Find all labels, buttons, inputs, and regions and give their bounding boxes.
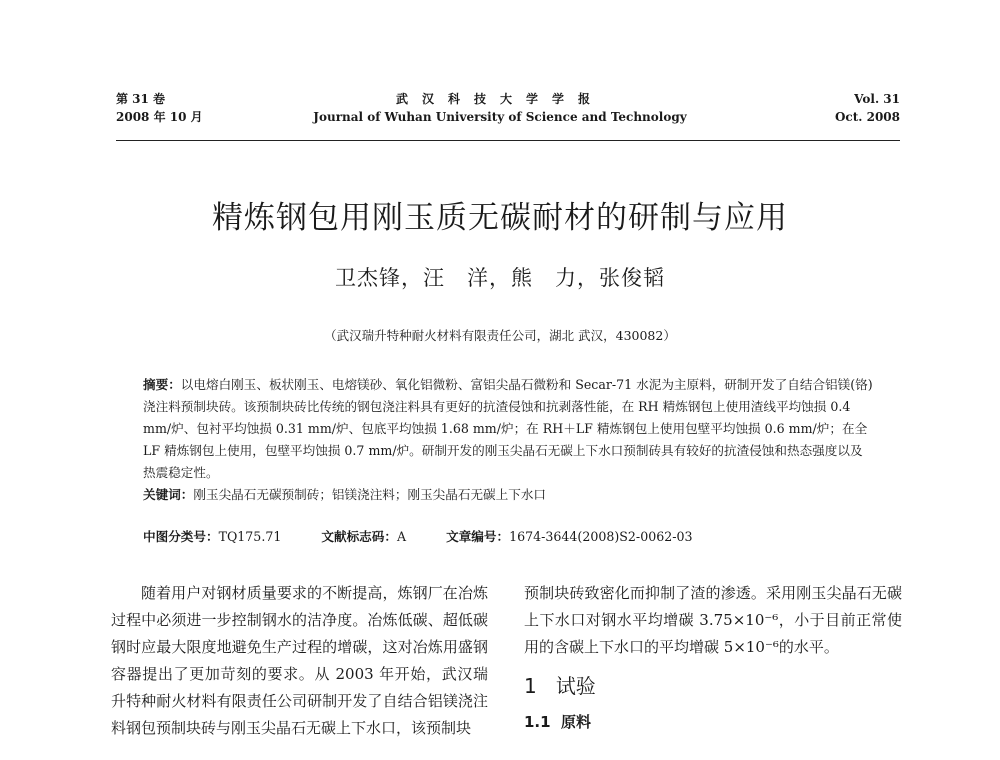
doc-code-label: 文献标志码：	[321, 529, 397, 544]
abstract-block	[143, 374, 873, 506]
paper-authors: 卫杰锋，汪 洋，熊 力，张俊韬	[335, 266, 665, 290]
section-title: 试验	[555, 674, 596, 698]
journal-name-english: Journal of Wuhan University of Science and Technology	[313, 110, 687, 124]
volume-en-label: Vol. 31	[854, 92, 900, 106]
subsection-heading	[524, 709, 902, 736]
abstract	[143, 374, 873, 484]
clc-value: TQ175.71	[218, 529, 282, 544]
section-heading	[524, 671, 902, 701]
subsection-number: 1.1	[524, 713, 551, 731]
clc-label: 中图分类号：	[143, 529, 219, 544]
keywords	[143, 484, 873, 506]
body-left-column	[111, 580, 488, 742]
keywords-text: 刚玉尖晶石无碳预制砖；铝镁浇注料；刚玉尖晶石无碳上下水口	[193, 487, 546, 502]
intro-paragraph-continued: 预制块砖致密化而抑制了渣的渗透。采用刚玉尖晶石无碳上下水口对钢水平均增碳 3.75×10⁻⁶，小于目前正常使用的含碳上下水口的平均增碳 5×10⁻⁶的水平。	[524, 584, 902, 656]
date-en-label: Oct. 2008	[834, 110, 900, 124]
classification-line	[143, 528, 873, 546]
header-divider	[116, 140, 900, 141]
subsection-title: 原料	[561, 713, 592, 731]
journal-name-chinese: 武汉科技大学学报	[395, 92, 604, 106]
keywords-label: 关键词：	[143, 487, 194, 502]
abstract-text: 以电熔白刚玉、板状刚玉、电熔镁砂、氧化铝微粉、富铝尖晶石微粉和 Secar-71 水泥为主原料，研制开发了自结合铝镁(铬)浇注料预制块砖。该预制块砖比传统的钢包浇注料具有更好的抗渣侵蚀和抗剥落性能，在 RH 精炼钢包上使用渣线平均蚀损 0.4 mm/炉、包衬平均蚀损 0.31 mm/炉、包底平均蚀损 1.68 mm/炉；在 RH＋LF 精炼钢包上使用包壁平均蚀损 0.6 mm/炉；在全 LF 精炼钢包上使用，包壁平均蚀损 0.7 mm/炉。研制开发的刚玉尖晶石无碳上下水口预制砖具有较好的抗渣侵蚀和热态强度以及热震稳定性。	[143, 377, 873, 480]
doc-code-value: A	[396, 529, 407, 544]
volume-label: 第 31 卷	[116, 92, 166, 106]
issue-date-label: 2008 年 10 月	[116, 110, 203, 124]
article-number-value: 1674-3644(2008)S2-0062-03	[509, 529, 693, 544]
article-number-label: 文章编号：	[446, 529, 510, 544]
paper-title: 精炼钢包用刚玉质无碳耐材的研制与应用	[212, 200, 788, 236]
section-number: 1	[524, 674, 537, 698]
journal-volume-english	[835, 90, 900, 126]
intro-paragraph: 随着用户对钢材质量要求的不断提高，炼钢厂在冶炼过程中必须进一步控制钢水的洁净度。冶炼低碳、超低碳钢时应最大限度地避免生产过程的增碳，这对冶炼用盛钢容器提出了更加苛刻的要求。从 2003 年开始，武汉瑞升特种耐火材料有限责任公司研制开发了自结合铝镁浇注料钢包预制块砖与刚玉尖晶石无碳上下水口，该预制块	[111, 584, 488, 737]
body-right-column	[524, 580, 902, 736]
abstract-label: 摘要：	[143, 377, 181, 392]
author-affiliation: （武汉瑞升特种耐火材料有限责任公司，湖北 武汉，430082）	[324, 328, 676, 343]
